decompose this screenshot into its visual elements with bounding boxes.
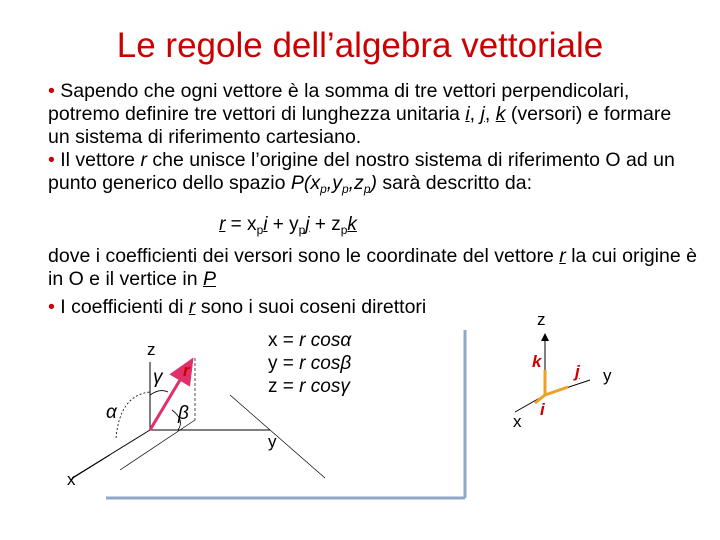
right-i-label: i [540,400,545,419]
projection-line [120,420,195,470]
right-x-label: x [513,412,522,431]
text: la cui origine è in O e il vertice in [48,245,697,290]
x-axis-line [72,430,150,478]
text: Il vettore [60,149,136,171]
right-z-label: z [537,310,546,329]
versor-j-arrow [545,387,568,395]
gamma-label: γ [153,367,163,388]
vector-r-label: r [188,296,196,318]
formula-r: r [219,214,226,235]
right-j-label: j [575,362,580,381]
gamma-arc [150,391,168,395]
vector-formula: $r = x_pi + y_pj + z_pk$ [219,214,357,237]
cosine-z: z = r cosγ [268,376,350,397]
left-x-label: x [67,470,76,489]
sep: , [484,103,491,125]
versor-i-label: i [465,103,470,125]
page-title: Le regole dell’algebra vettoriale [116,26,604,65]
versor-j-label: j [480,103,485,125]
alpha-arc [116,392,150,438]
text: dove i coefficienti dei versori sono le coordinate del vettore [48,245,554,267]
beta-label: β [178,403,189,424]
text: Sapendo che ogni vettore è la somma di tre vettori perpendicolari, potremo definire tre vettori di lunghezza unitaria [48,80,630,125]
projection-line [230,395,325,478]
left-r-label: r [183,361,190,380]
sep: , [469,103,476,125]
left-z-label: z [147,340,156,359]
text: sono i suoi coseni direttori [200,296,427,318]
bullet: • [48,149,55,171]
bullet: • [48,296,55,318]
vector-r-label: r [140,149,147,171]
cosine-x: x = r cosα [268,330,352,351]
text: I coefficienti di [60,296,184,318]
point-p: $P(x_p,y_p,z_p)$ [290,172,377,196]
cosine-y: y = r cosβ [268,353,352,374]
text: sarà descritto da: [382,172,532,194]
projection-line [70,455,110,480]
alpha-label: α [106,402,117,423]
vector-r-label: r [559,245,566,267]
right-k-label: k [532,352,542,371]
point-p-label: P [202,268,216,290]
text: (versori) e formare un sistema di riferimento cartesiano. [48,103,672,148]
left-y-label: y [268,432,277,451]
text: che unisce l’origine del nostro sistema di riferimento O ad un punto generico dello spazio [48,149,675,194]
bullet: • [48,80,55,102]
versor-k-label: k [495,103,506,125]
right-y-label: y [603,366,612,385]
